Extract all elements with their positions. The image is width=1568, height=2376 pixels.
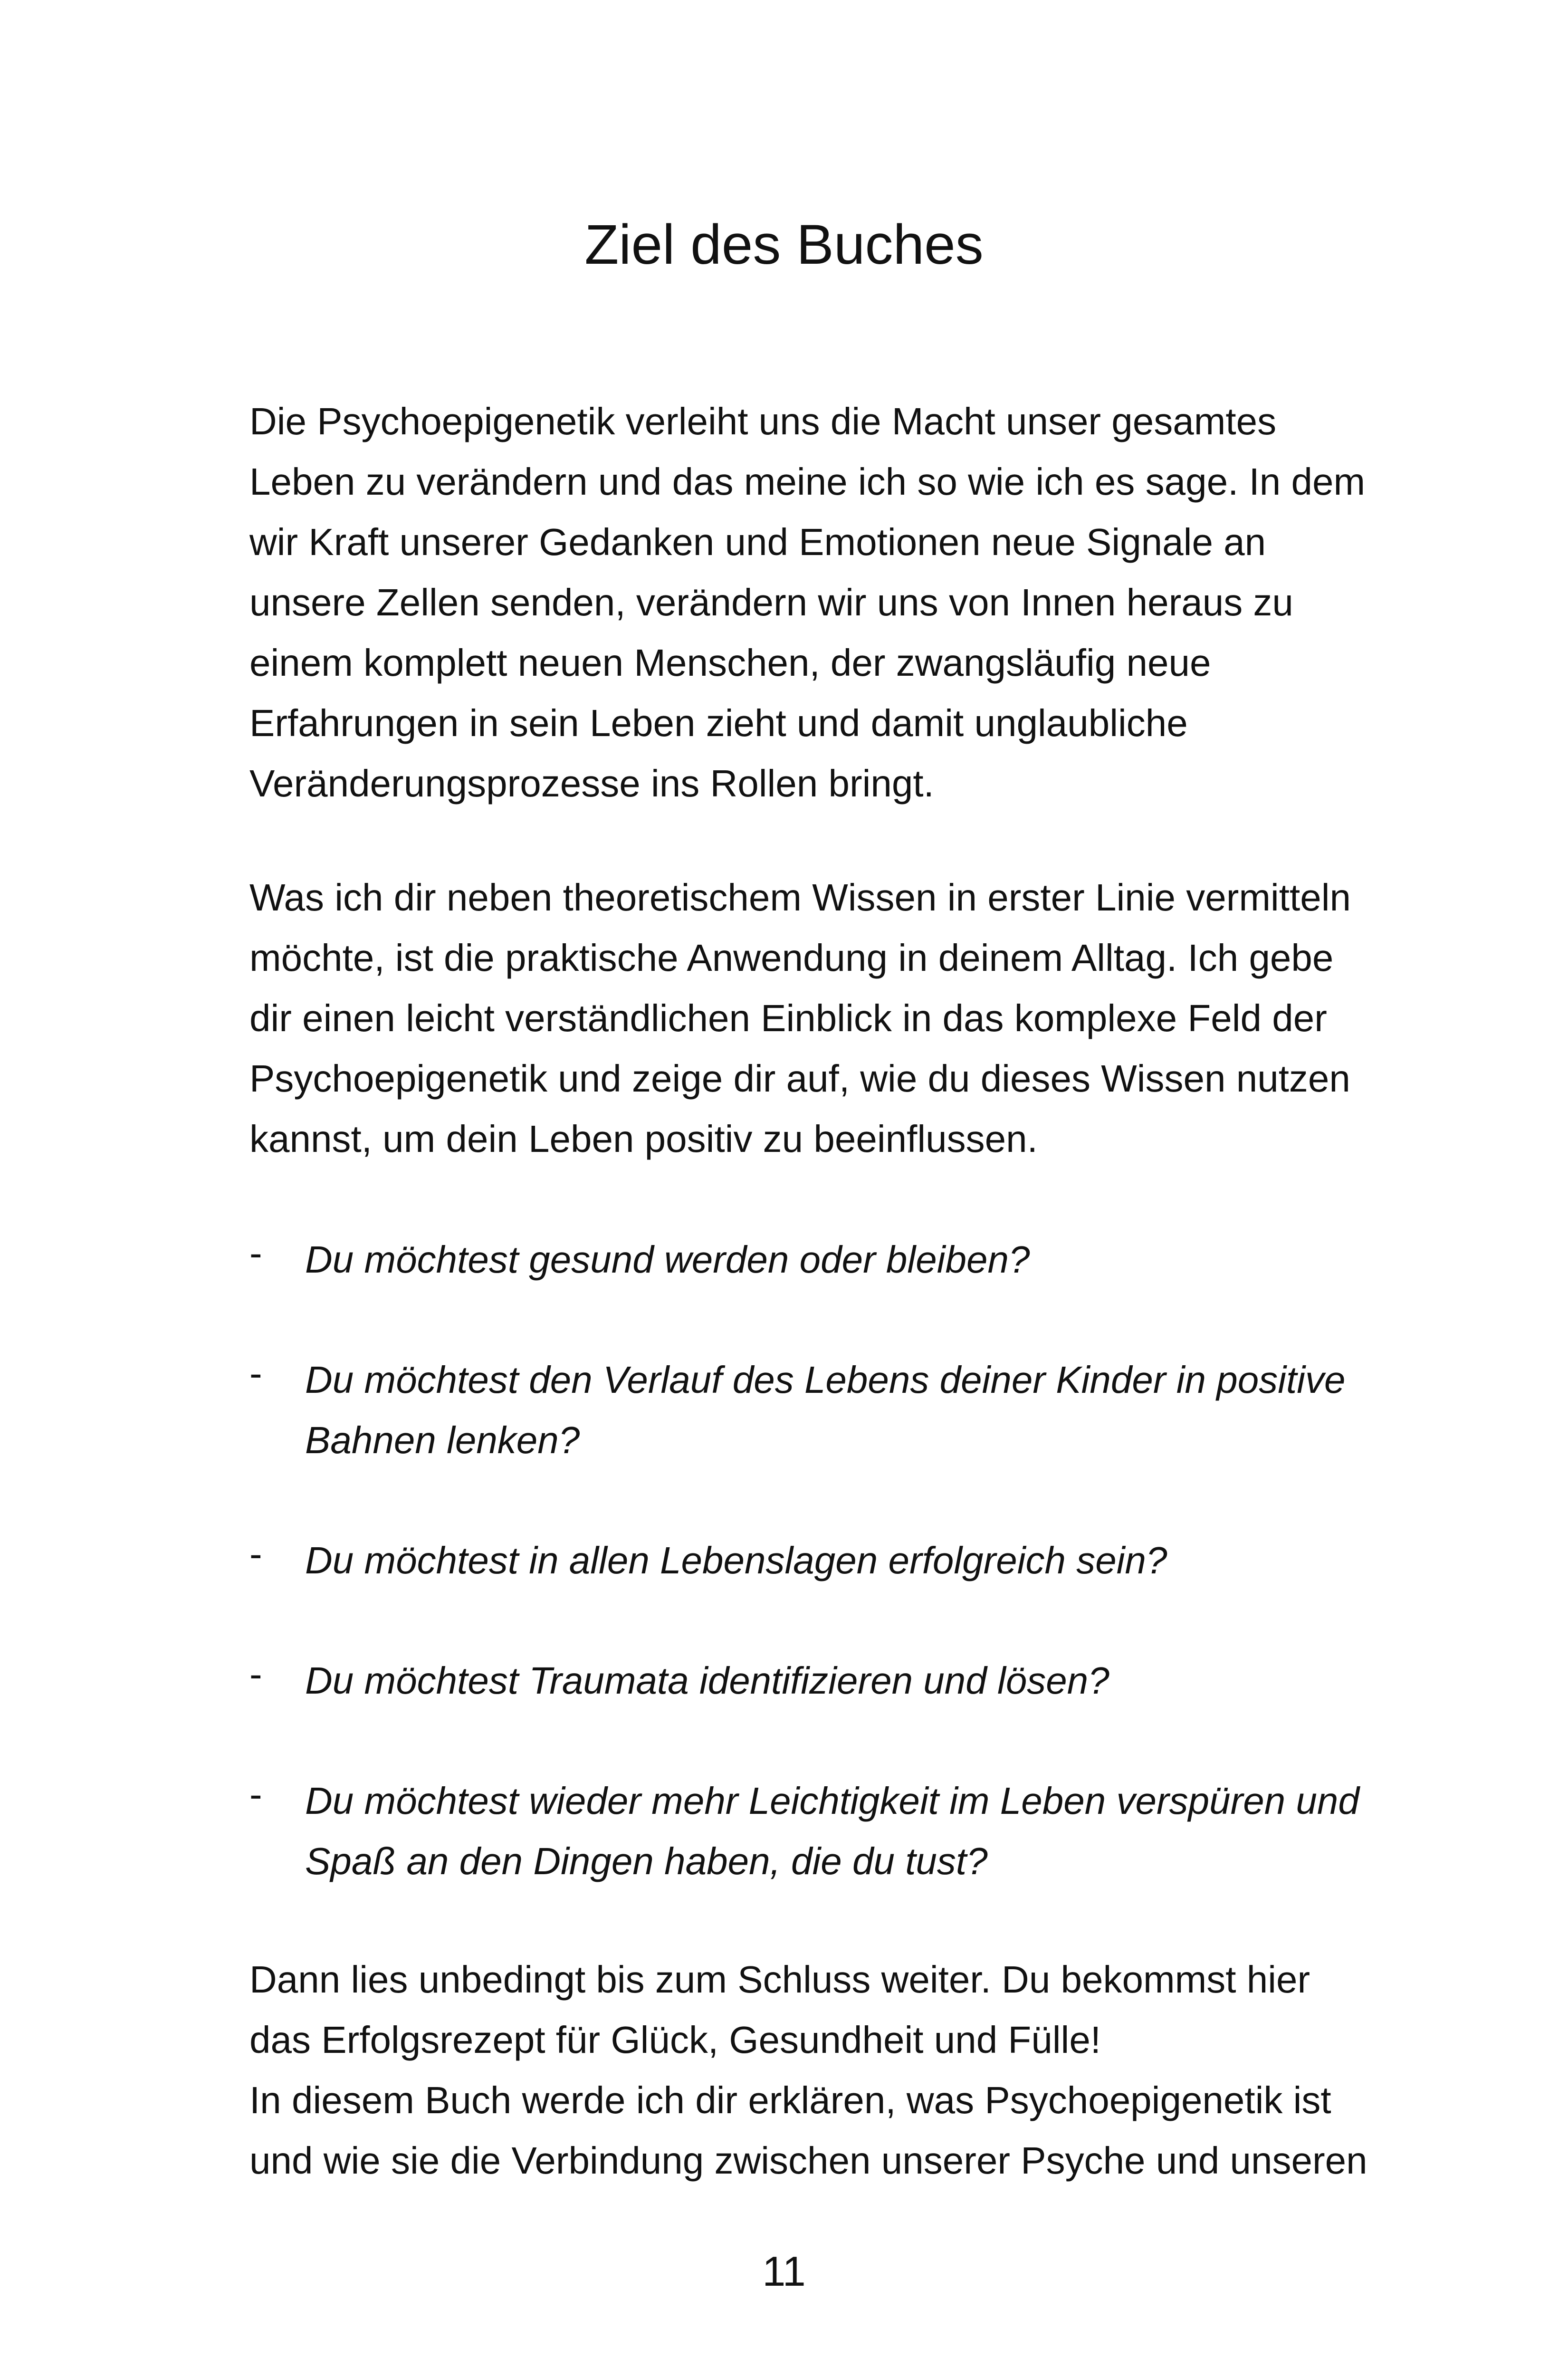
text-line: Leben zu verändern und das meine ich so wie ich es sage. In dem xyxy=(249,460,1366,503)
text-line: unsere Zellen senden, verändern wir uns von Innen heraus zu xyxy=(249,581,1293,623)
page-title: Ziel des Buches xyxy=(584,213,984,276)
text-line: möchte, ist die praktische Anwendung in deinem Alltag. Ich gebe xyxy=(249,937,1334,979)
closing-paragraph xyxy=(249,1949,1414,2191)
question-text xyxy=(305,1530,1167,1590)
question-text xyxy=(305,1229,1030,1290)
dash-bullet: - xyxy=(249,1653,262,1695)
text-line: In diesem Buch werde ich dir erklären, was Psychoepigenetik ist xyxy=(249,2079,1331,2121)
text-line: einem komplett neuen Menschen, der zwangsläufig neue xyxy=(249,642,1211,684)
text-line: und wie sie die Verbindung zwischen unserer Psyche und unseren xyxy=(249,2139,1367,2182)
text-line: Dann lies unbedingt bis zum Schluss weiter. Du bekommst hier xyxy=(249,1958,1310,2001)
dash-bullet: - xyxy=(249,1232,262,1274)
question-text xyxy=(305,1771,1359,1891)
text-line: Du möchtest Traumata identifizieren und lösen? xyxy=(305,1659,1109,1702)
text-line: dir einen leicht verständlichen Einblick in das komplexe Feld der xyxy=(249,997,1327,1039)
dash-bullet: - xyxy=(249,1533,262,1575)
text-line: Du möchtest wieder mehr Leichtigkeit im Leben verspüren und xyxy=(305,1780,1359,1822)
text-line: Erfahrungen in sein Leben zieht und damit unglaubliche xyxy=(249,702,1188,744)
text-line: Du möchtest gesund werden oder bleiben? xyxy=(305,1238,1030,1281)
question-text xyxy=(305,1650,1109,1711)
text-line: wir Kraft unserer Gedanken und Emotionen neue Signale an xyxy=(249,521,1266,563)
text-line: Die Psychoepigenetik verleiht uns die Macht unser gesamtes xyxy=(249,400,1277,442)
intro-paragraph xyxy=(249,391,1414,814)
text-line: Veränderungsprozesse ins Rollen bringt. xyxy=(249,762,934,805)
goal-paragraph xyxy=(249,867,1414,1169)
page-number: 11 xyxy=(762,2248,806,2295)
text-line: Psychoepigenetik und zeige dir auf, wie du dieses Wissen nutzen xyxy=(249,1057,1350,1100)
text-line: kannst, um dein Leben positiv zu beeinflussen. xyxy=(249,1118,1038,1160)
text-line: Bahnen lenken? xyxy=(305,1419,580,1461)
dash-bullet: - xyxy=(249,1352,262,1394)
dash-bullet: - xyxy=(249,1773,262,1815)
question-text xyxy=(305,1350,1345,1470)
text-line: Du möchtest in allen Lebenslagen erfolgreich sein? xyxy=(305,1539,1167,1581)
text-line: Was ich dir neben theoretischem Wissen in erster Linie vermitteln xyxy=(249,876,1351,919)
text-line: Spaß an den Dingen haben, die du tust? xyxy=(305,1840,988,1882)
text-line: Du möchtest den Verlauf des Lebens deiner Kinder in positive xyxy=(305,1359,1346,1401)
text-line: das Erfolgsrezept für Glück, Gesundheit und Fülle! xyxy=(249,2019,1101,2061)
